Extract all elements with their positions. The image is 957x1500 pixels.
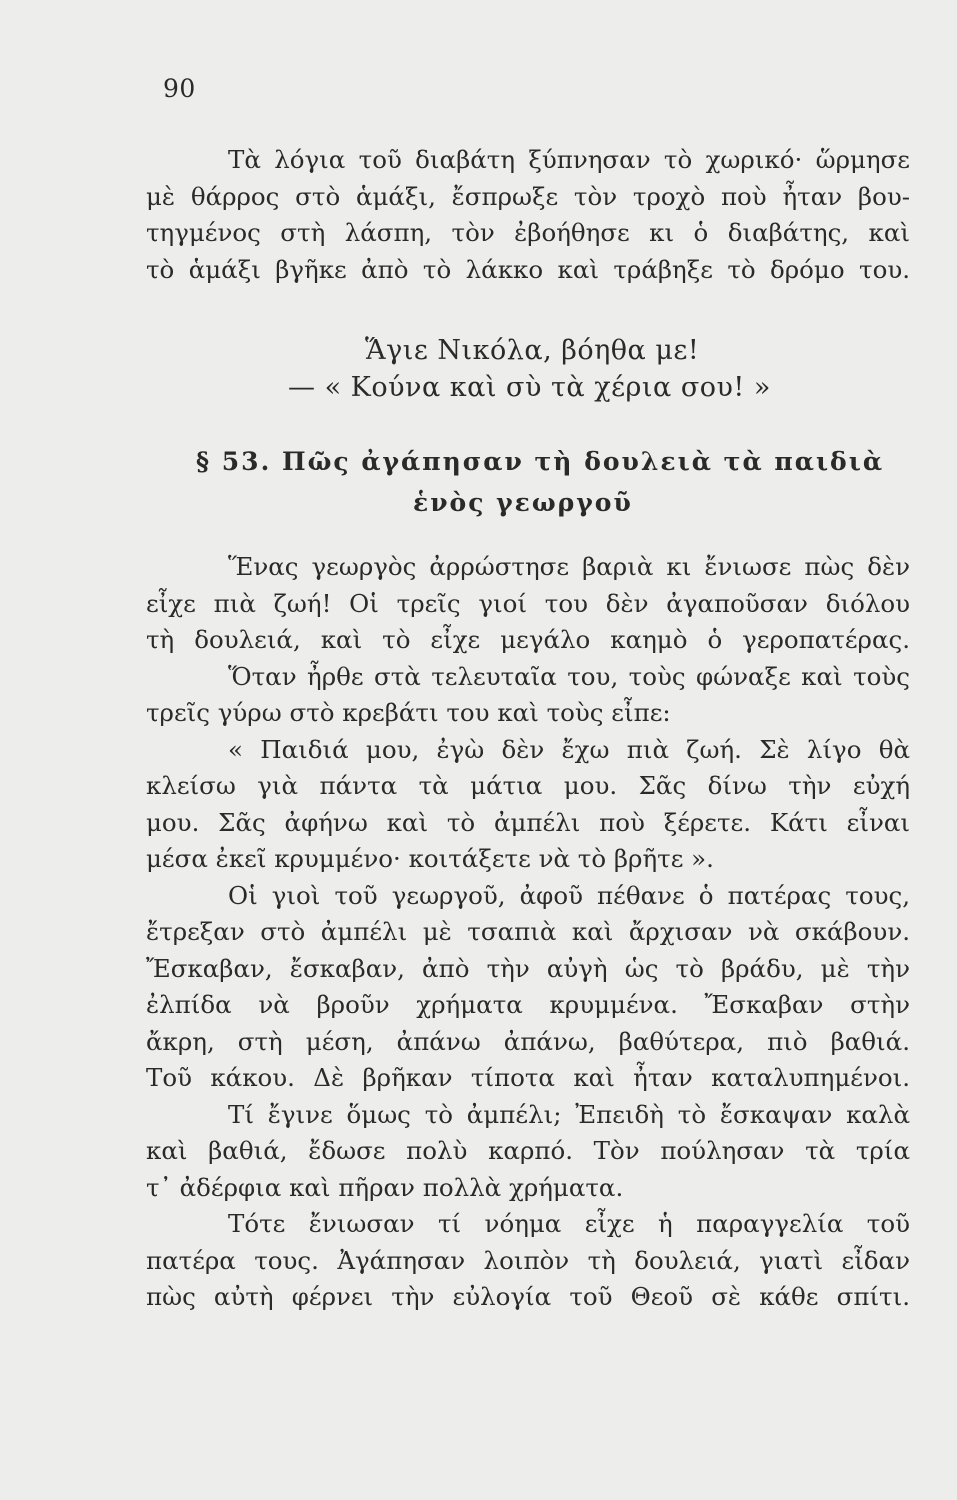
text-line: τρεῖς γύρω στὸ κρεβάτι του καὶ τοὺς εἶπε: [146,698,671,727]
text-line: τηγμένος στὴ λάσπη, τὸν ἐβοήθησε κι ὁ διαβάτης, καὶ [146,218,910,247]
text-line: Ὅταν ἦρθε στὰ τελευταῖα του, τοὺς φώναξε καὶ τοὺς [228,661,910,691]
text-line: ἄκρη, στὴ μέση, ἀπάνω ἀπάνω, βαθύτερα, πιὸ βαθιά. [146,1026,910,1056]
text-line: ἐλπίδα νὰ βροῦν χρήματα κρυμμένα. Ἔσκαβαν στὴν [146,990,910,1019]
section-body [146,549,910,1316]
text-line: μὲ θάρρος στὸ ἁμάξι, ἔσπρωξε τὸν τροχὸ ποὺ ἦταν βου- [146,181,910,211]
text-line: καὶ βαθιά, ἔδωσε πολὺ καρπό. Τὸν πούλησαν τὰ τρία [146,1136,910,1165]
text-line: τ᾽ ἀδέρφια καὶ πῆραν πολλὰ χρήματα. [146,1172,624,1202]
text-line: Τί ἔγινε ὅμως τὸ ἀμπέλι; Ἐπειδὴ τὸ ἔσκαψαν καλὰ [228,1099,910,1129]
text-line: τὴ δουλειά, καὶ τὸ εἶχε μεγάλο καημὸ ὁ γεροπατέρας. [146,625,910,654]
paragraph-opening [146,142,910,288]
verse-line: — « Κούνα καὶ σὺ τὰ χέρια σου! » [288,372,771,403]
text-line: Ἕνας γεωργὸς ἀρρώστησε βαριὰ κι ἔνιωσε πὼς δὲν [228,552,910,581]
text-line: μου. Σᾶς ἀφήνω καὶ τὸ ἀμπέλι ποὺ ξέρετε. Κάτι εἶναι [146,807,910,837]
verse-line: Ἅγιε Νικόλα, βόηθα με! [365,335,700,366]
text-line: ἔτρεξαν στὸ ἀμπέλι μὲ τσαπιὰ καὶ ἄρχισαν νὰ σκάβουν. [146,917,910,946]
section-heading: § 53. Πῶς ἀγάπησαν τὴ δουλειὰ τὰ παιδιὰ [196,447,885,476]
text-line: Τότε ἔνιωσαν τί νόημα εἶχε ἡ παραγγελία τοῦ [228,1209,910,1238]
text-line: Οἱ γιοὶ τοῦ γεωργοῦ, ἀφοῦ πέθανε ὁ πατέρας τους, [228,880,910,910]
text-line: « Παιδιά μου, ἐγὼ δὲν ἔχω πιὰ ζωή. Σὲ λίγο θὰ [228,734,910,764]
text-line: Ἔσκαβαν, ἔσκαβαν, ἀπὸ τὴν αὐγὴ ὡς τὸ βράδυ, μὲ τὴν [146,953,910,983]
text-line: Τὰ λόγια τοῦ διαβάτη ξύπνησαν τὸ χωρικό· ὥρμησε [228,145,910,174]
text-line: μέσα ἐκεῖ κρυμμένο· κοιτάξετε νὰ τὸ βρῆτε ». [146,844,714,873]
text-line: κλείσω γιὰ πάντα τὰ μάτια μου. Σᾶς δίνω τὴν εὐχή [146,771,910,800]
section-heading-continued: ἑνὸς γεωργοῦ [413,488,633,517]
text-line: πατέρα τους. Ἀγάπησαν λοιπὸν τὴ δουλειά, γιατὶ εἶδαν [146,1245,910,1275]
text-line: Τοῦ κάκου. Δὲ βρῆκαν τίποτα καὶ ἦταν καταλυπημένοι. [146,1063,910,1092]
text-line: τὸ ἁμάξι βγῆκε ἀπὸ τὸ λάκκο καὶ τράβηξε τὸ δρόμο του. [146,254,910,284]
page-number: 90 [163,74,196,103]
text-line: εἶχε πιὰ ζωή! Οἱ τρεῖς γιοί του δὲν ἀγαποῦσαν διόλου [146,588,910,618]
text-line: πὼς αὐτὴ φέρνει τὴν εὐλογία τοῦ Θεοῦ σὲ κάθε σπίτι. [146,1282,910,1311]
